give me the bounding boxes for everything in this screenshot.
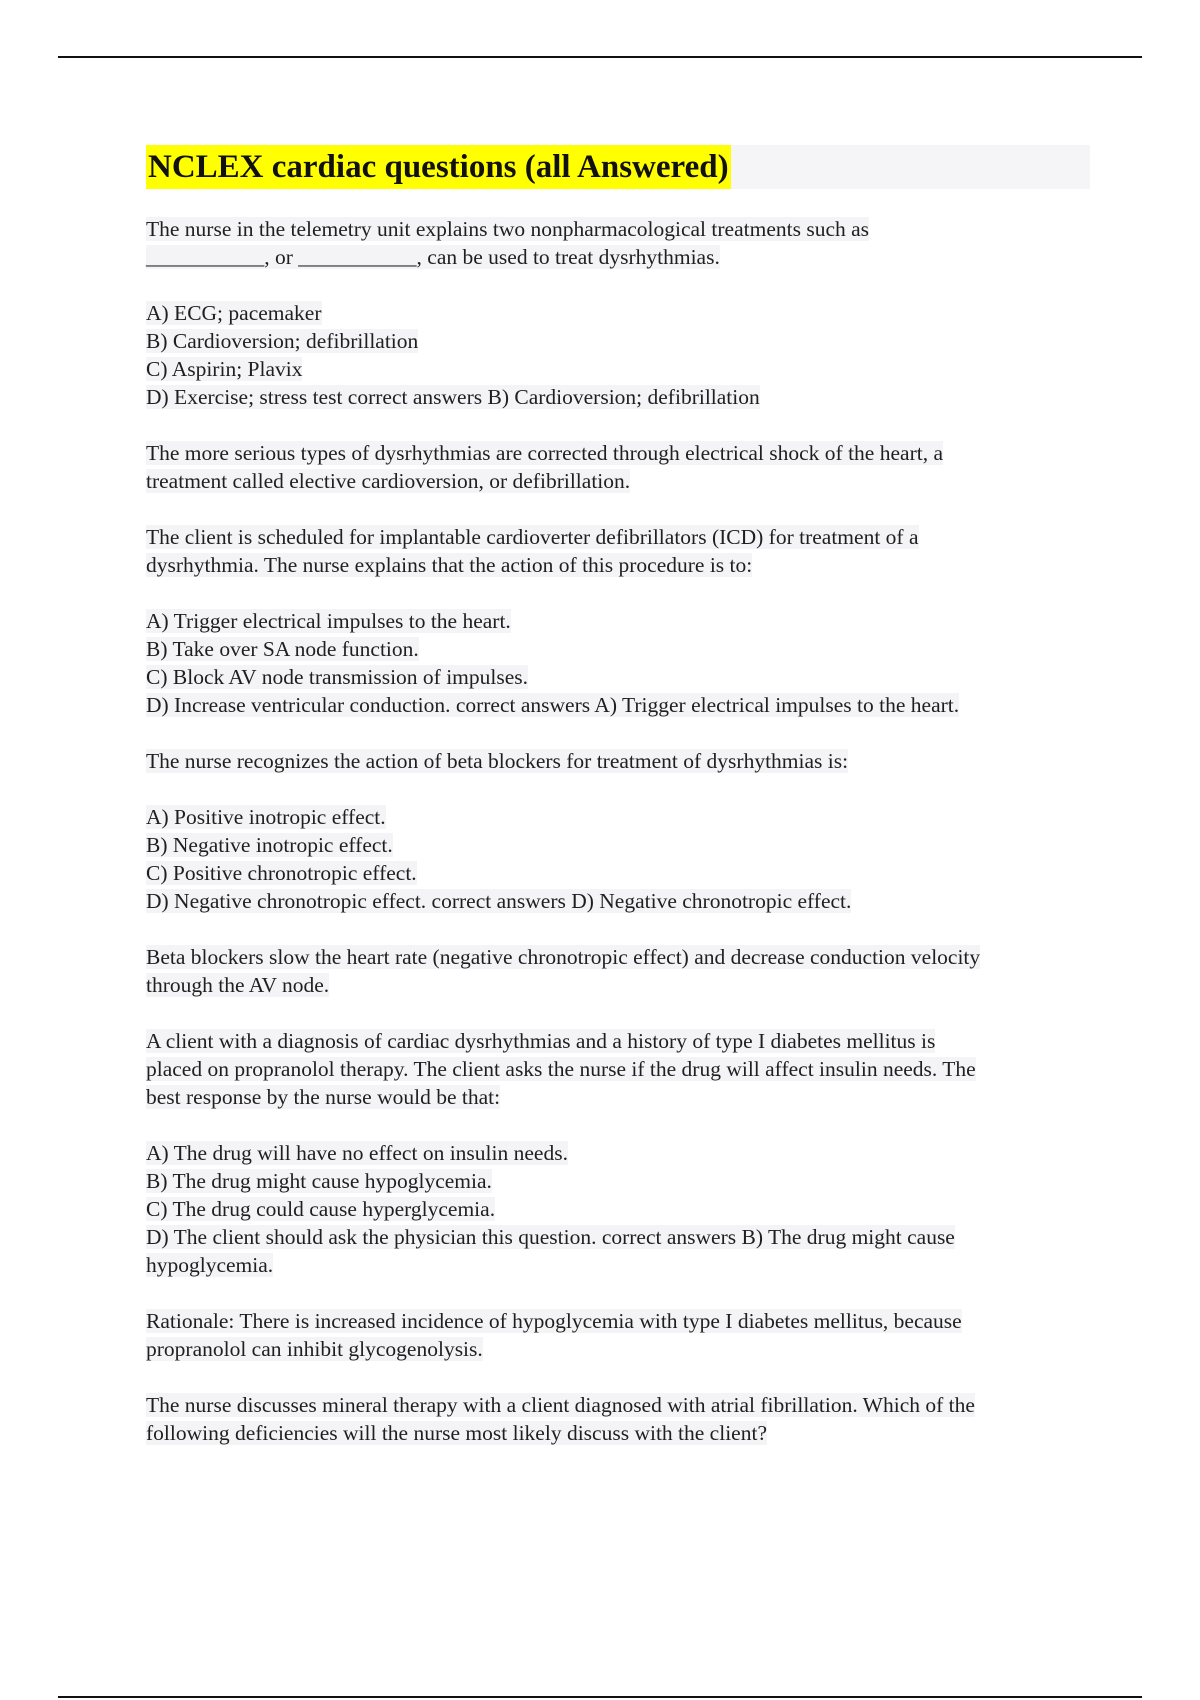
text-line: The nurse discusses mineral therapy with a client diagnosed with atrial fibrillation. Which of the <box>146 1393 975 1417</box>
text-line: The client is scheduled for implantable cardioverter defibrillators (ICD) for treatment of a <box>146 525 919 549</box>
option-a: A) Positive inotropic effect. <box>146 805 386 829</box>
question-2-stem <box>146 523 1090 579</box>
document-body <box>146 145 1090 1475</box>
option-b: B) Cardioversion; defibrillation <box>146 329 419 353</box>
option-a: A) The drug will have no effect on insulin needs. <box>146 1141 568 1165</box>
document-title: NCLEX cardiac questions (all Answered) <box>146 145 731 189</box>
option-d-with-answer: D) Exercise; stress test correct answers B) Cardioversion; defibrillation <box>146 385 760 409</box>
bottom-rule <box>58 1696 1142 1698</box>
option-c: C) Aspirin; Plavix <box>146 357 303 381</box>
option-b: B) Negative inotropic effect. <box>146 833 393 857</box>
question-3-stem <box>146 747 1090 775</box>
option-a: A) ECG; pacemaker <box>146 301 322 325</box>
question-5-stem <box>146 1391 1090 1447</box>
text-line: treatment called elective cardioversion, or defibrillation. <box>146 469 631 493</box>
text-line: dysrhythmia. The nurse explains that the action of this procedure is to: <box>146 553 753 577</box>
option-c: C) Block AV node transmission of impulses. <box>146 665 529 689</box>
question-1-stem <box>146 215 1090 271</box>
option-d-with-answer: D) The client should ask the physician this question. correct answers B) The drug might cause <box>146 1225 955 1249</box>
question-3-rationale <box>146 943 1090 999</box>
option-c: C) The drug could cause hyperglycemia. <box>146 1197 496 1221</box>
option-a: A) Trigger electrical impulses to the heart. <box>146 609 511 633</box>
text-line: best response by the nurse would be that: <box>146 1085 501 1109</box>
text-line: placed on propranolol therapy. The client asks the nurse if the drug will affect insulin needs. The <box>146 1057 976 1081</box>
option-d-with-answer: D) Increase ventricular conduction. correct answers A) Trigger electrical impulses to the heart. <box>146 693 960 717</box>
text-line: The nurse recognizes the action of beta blockers for treatment of dysrhythmias is: <box>146 749 849 773</box>
text-line: following deficiencies will the nurse most likely discuss with the client? <box>146 1421 767 1445</box>
option-b: B) The drug might cause hypoglycemia. <box>146 1169 492 1193</box>
text-line: Beta blockers slow the heart rate (negative chronotropic effect) and decrease conduction velocity <box>146 945 981 969</box>
text-line: Rationale: There is increased incidence of hypoglycemia with type I diabetes mellitus, because <box>146 1309 962 1333</box>
question-2-options <box>146 607 1090 719</box>
option-b: B) Take over SA node function. <box>146 637 419 661</box>
question-4-rationale <box>146 1307 1090 1363</box>
text-line: propranolol can inhibit glycogenolysis. <box>146 1337 483 1361</box>
text-line: through the AV node. <box>146 973 330 997</box>
text-line: ___________, or ___________, can be used to treat dysrhythmias. <box>146 245 720 269</box>
text-line: The more serious types of dysrhythmias are corrected through electrical shock of the heart, a <box>146 441 943 465</box>
top-rule <box>58 56 1142 58</box>
question-3-options <box>146 803 1090 915</box>
question-1-rationale <box>146 439 1090 495</box>
question-4-stem <box>146 1027 1090 1111</box>
option-d-continuation: hypoglycemia. <box>146 1253 274 1277</box>
question-4-options <box>146 1139 1090 1279</box>
text-line: A client with a diagnosis of cardiac dysrhythmias and a history of type I diabetes mellitus is <box>146 1029 936 1053</box>
option-c: C) Positive chronotropic effect. <box>146 861 417 885</box>
text-line: The nurse in the telemetry unit explains two nonpharmacological treatments such as <box>146 217 870 241</box>
title-band <box>146 145 1090 189</box>
option-d-with-answer: D) Negative chronotropic effect. correct answers D) Negative chronotropic effect. <box>146 889 852 913</box>
question-1-options <box>146 299 1090 411</box>
